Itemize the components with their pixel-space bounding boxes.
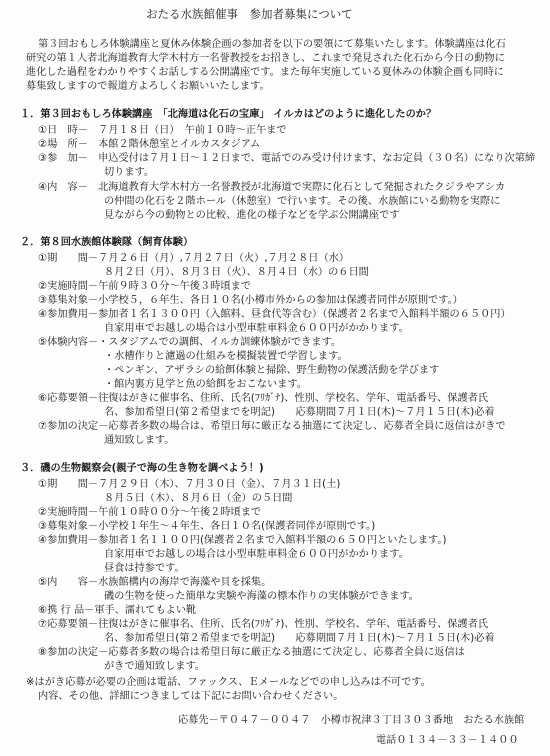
section-1-line: の仲間の化石を２階ホール（休憩室）で行います。その後、水族館にいる動物を実際に [104, 196, 501, 207]
section-1-line: ②場 所－ 本館２階休憩室とイルカスタジアム [38, 139, 261, 150]
section-3-line: 名、参加希望日(第２希望までを明記) 応募期間７月１日(木)～７月１５日(木)必着 [104, 633, 495, 644]
section-2-line: ④参加費用－参加者１名１３００円（入館料、昼食代等含む）（保護者２名まで入館料半額の６５０円） [38, 309, 511, 320]
section-3-line: ⑥携 行 品－軍手、濡れてもよい靴 [38, 605, 197, 616]
footer-address: 応募先－〒０４７－００４７ 小樽市祝津３丁目３０３番地 おたる水族館 [178, 715, 525, 726]
section-2-line: ⑦参加の決定－応募者多数の場合は、希望日毎に厳正なる抽選にて決定し、応募者全員に返信はがきで [38, 421, 506, 432]
note-line: ※はがき応募が必要の企画は電話、ファックス、Ｅメールなどでの申し込みは不可です。 [26, 677, 431, 688]
section-1-line: 切ります。 [104, 167, 155, 178]
section-3-line: 自家用車でお越しの場合は小型車駐車料金６００円がかかります。 [104, 549, 409, 560]
section-2-line: 名、参加希望日(第２希望までを明記) 応募期間７月１日(木)～７月１５日(木)必着 [104, 407, 495, 418]
section-3-line: ⑤内 容－水族館構内の海岸で海藻や貝を採集。 [38, 577, 272, 588]
section-3-line: ⑦応募要領－往復はがきに催事名、住所、氏名(ﾌﾘｶﾞﾅ)、性別、学校名、学年、電話番号、保護者氏 [38, 619, 489, 630]
intro-line: 第３回おもしろ体験講座と夏休み体験企画の参加者を以下の要領にて募集いたします。体験講座は化石 [38, 39, 506, 50]
section-2-line: ・館内裏方見学と魚の給餌をおこないます。 [104, 379, 307, 390]
section-2-line: ⑤体験内容－・スタジアムでの調餌、イルカ訓練体験ができます。 [38, 337, 342, 348]
section-3-line: ④参加費用－参加者１名１１００円(保護者２名まで入館料半額の６５０円といたします。) [38, 535, 447, 546]
section-1-line: ①日 時－ ７月１８日（日） 午前１０時～正午まで [38, 125, 287, 136]
section-3-line: がきで通知致します。 [104, 661, 206, 672]
section-3-line: 昼食は持参です。 [104, 563, 185, 574]
section-2-line: ８月２日（月）、８月３日（火）、８月４日（水）の６日間 [104, 267, 369, 278]
section-2-heading: ２．第８回水族館体験隊（飼育体験） [20, 237, 194, 248]
section-3-line: ②実施時間－午前１０時００分～午後２時頃まで [38, 507, 262, 518]
section-3-line: 磯の生物を使った簡単な実験や海藻の標本作りの実体験ができます。 [104, 591, 419, 602]
note-line: 内容、その他、詳細につきましては下記にお問い合わせください。 [38, 691, 344, 702]
section-3-line: ①期 間－７月２９日（木）、７月３０日（金）、７月３１日(土) [38, 479, 341, 490]
section-2-line: ③募集対象－小学校５，６年生、各日１０名(小樽市外からの参加は保護者同伴が原則です。） [38, 295, 463, 306]
section-3-line: ⑧参加の決定－応募者多数の場合は希望日毎に厳正なる抽選にて決定し、応募者全員に返信は [38, 647, 465, 658]
intro-line: 研究の第１人者北海道教育大学木村方一名誉教授をお招きし、これまで発見された化石から今日の動物に [26, 53, 505, 64]
section-3-line: ８月５日（木）、８月６日（金）の５日間 [104, 493, 293, 504]
section-1-line: 見ながら今の動物との比較、進化の様子などを学ぶ公開講座です [104, 210, 400, 221]
section-3-heading: ３．磯の生物観察会(親子で海の生き物を調べよう！) [20, 463, 264, 474]
section-1-heading: １．第３回おもしろ体験講座 「北海道は化石の宝庫」 イルカはどのように進化したのか？ [20, 109, 437, 120]
page-title: おたる水族館催事 参加者募集について [146, 7, 353, 21]
footer-phone: 電話０１３４－３３－１４００ [376, 735, 519, 746]
section-3-line: ③募集対象－小学校１年生～４年生、各日１０名(保護者同伴が原則です。) [38, 521, 376, 532]
section-2-line: ・水槽作りと濾過の仕組みを模擬装置で学習します。 [104, 351, 348, 362]
section-2-line: ①期 間－７月２６日（月）,７月２７日（火）,７月２８日（水） [38, 253, 350, 264]
section-1-line: ④内 容－ 北海道教育大学木村方一名誉教授が北海道で実際に化石として発掘されたクジラやアシカ [38, 182, 506, 193]
section-2-line: 通知致します。 [104, 435, 175, 446]
intro-line: 進化した過程をわかりやすくお話しする公開講座です。また毎年実施している夏休みの体験企画も同時に [26, 67, 504, 78]
section-2-line: ②実施時間－午前９時３０分～午後３時頃まで [38, 281, 251, 292]
section-2-line: ⑥応募要領－往復はがきに催事名、住所、氏名(ﾌﾘｶﾞﾅ)、性別、学校名、学年、電話番号、保護者氏 [38, 393, 489, 404]
intro-line: 募集致しますので報道方よろしくお願いいたします。 [26, 81, 270, 92]
section-1-line: ③参 加－ 申込受付は７月１日～１２日まで、電話でのみ受け付けます、なお定員（３０名）になり次第締 [38, 153, 536, 164]
section-2-line: 自家用車でお越しの場合は小型車駐車料金６００円がかかります。 [104, 323, 409, 334]
section-2-line: ・ペンギン、アザラシの給餌体験と掃除、野生動物の保護活動を学びます [104, 365, 440, 376]
